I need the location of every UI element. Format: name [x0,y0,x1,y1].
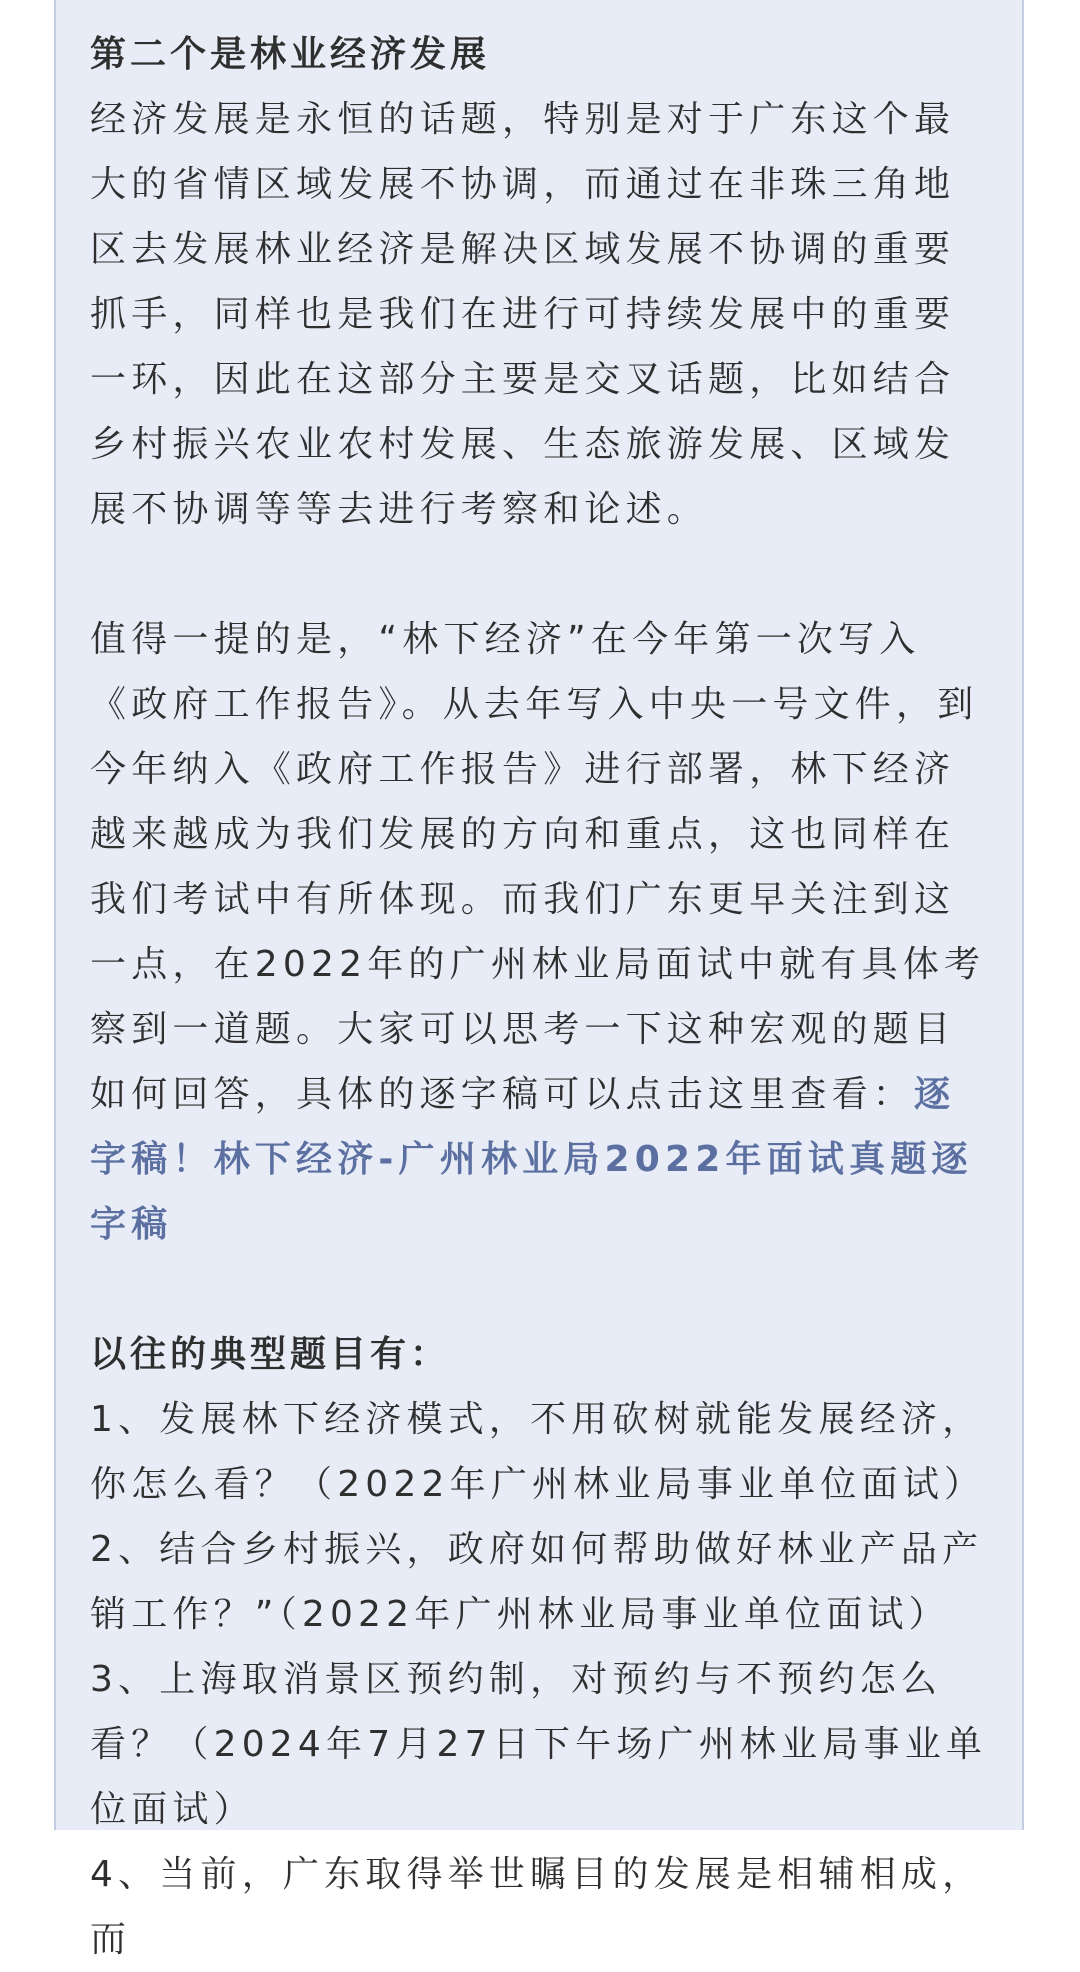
question-item: 2、结合乡村振兴，政府如何帮助做好林业产品产销工作？”（2022年广州林业局事业单位面试） [90,1529,984,1635]
paragraph-gap [90,542,990,607]
section-heading-typical-questions: 以往的典型题目有： [90,1334,451,1375]
paragraph-forestry-economy: 经济发展是永恒的话题，特别是对于广东这个最大的省情区域发展不协调，而通过在非珠三角地区去发展林业经济是解决区域发展不协调的重要抓手，同样也是我们在进行可持续发展中的重要一环，因此在这部分主要是交叉话题，比如结合乡村振兴农业农村发展、生态旅游发展、区域发展不协调等等去进行考察和论述。 [90,99,956,530]
question-item: 1、发展林下经济模式，不用砍树就能发展经济，你怎么看？（2022年广州林业局事业单位面试） [90,1399,986,1505]
question-item: 3、上海取消景区预约制，对预约与不预约怎么看？（2024年7月27日下午场广州林业局事业单位面试） [90,1659,988,1830]
paragraph-understory-economy [90,607,990,1257]
paragraph-gap [90,1257,990,1322]
question-item: 4、当前，广东取得举世瞩目的发展是相辅相成，而 [90,1854,984,1960]
transcript-link[interactable]: 逐字稿！林下经济-广州林业局2022年面试真题逐字稿 [90,1074,973,1245]
paragraph-understory-text: 值得一提的是，“林下经济”在今年第一次写入《政府工作报告》。从去年写入中央一号文件，到今年纳入《政府工作报告》进行部署，林下经济越来越成为我们发展的方向和重点，这也同样在我们考试中有所体现。而我们广东更早关注到这一点，在2022年的广州林业局面试中就有具体考察到一道题。大家可以思考一下这种宏观的题目如何回答，具体的逐字稿可以点击这里查看： [90,619,986,1115]
section-heading-forestry-economy: 第二个是林业经济发展 [90,34,491,75]
article-content [90,22,990,1972]
